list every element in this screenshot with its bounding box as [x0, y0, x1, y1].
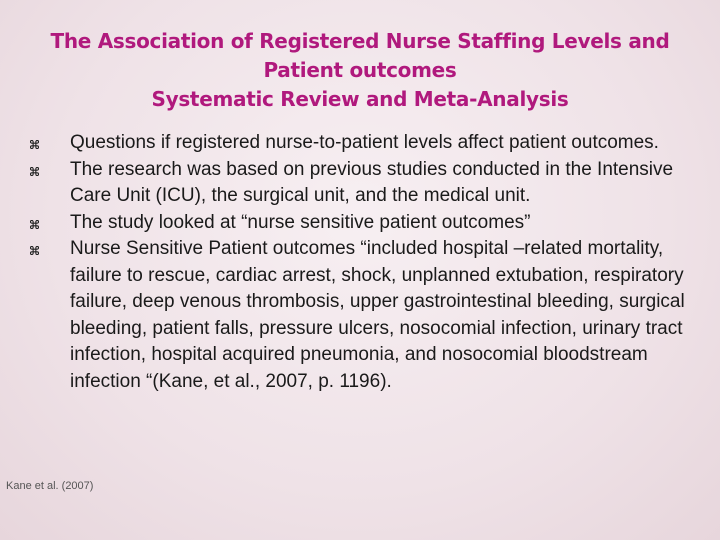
command-key-icon — [30, 246, 39, 255]
slide-title — [40, 27, 680, 114]
bullet-list — [30, 130, 690, 395]
list-item — [30, 157, 690, 210]
bullet-text: Nurse Sensitive Patient outcomes “included hospital –related mortality, failure to rescue, cardiac arrest, shock, unplanned extubation, respiratory failure, deep venous thrombosis, upper gastrointestinal bleeding, surgical bleeding, patient falls, pressure ulcers, nosocomial infection, urinary tract infection, hospital acquired pneumonia, and nosocomial bloodstream infection “(Kane, et al., 2007, p. 1196). — [70, 238, 685, 392]
list-item — [30, 210, 690, 237]
title-line-2: Patient outcomes — [263, 58, 457, 82]
bullet-text: Questions if registered nurse-to-patient levels affect patient outcomes. — [70, 132, 659, 153]
footer-citation: Kane et al. (2007) — [6, 480, 94, 492]
command-key-icon — [30, 140, 39, 149]
bullet-text: The study looked at “nurse sensitive patient outcomes” — [70, 211, 531, 233]
list-item — [30, 236, 690, 395]
bullet-text: The research was based on previous studies conducted in the Intensive Care Unit (ICU), the surgical unit, and the medical unit. — [70, 158, 674, 206]
command-key-icon — [30, 220, 39, 229]
title-line-3: Systematic Review and Meta-Analysis — [151, 87, 569, 111]
title-line-1: The Association of Registered Nurse Staffing Levels and — [50, 29, 670, 53]
list-item — [30, 130, 690, 157]
command-key-icon — [30, 167, 39, 176]
